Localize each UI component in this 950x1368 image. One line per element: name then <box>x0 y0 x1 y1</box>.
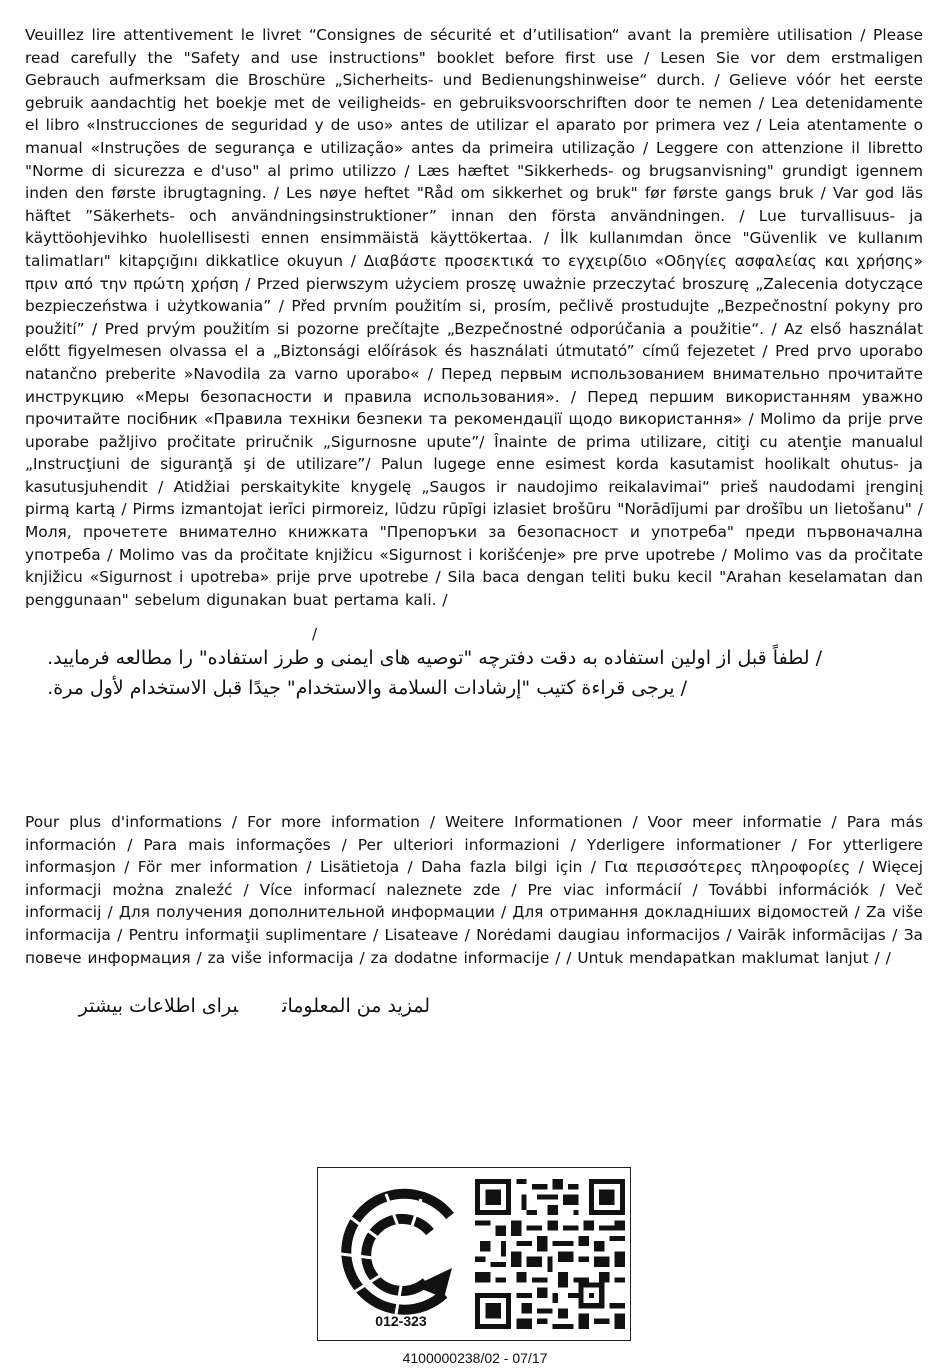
qr-code-box <box>317 1167 631 1341</box>
safety-slash: / <box>312 625 318 643</box>
more-info-paragraph: Pour plus d'informations / For more information / Weitere Informationen / Voor meer informatie / Para más información / Para mais informações / Per ulteriori informazioni / Yderligere informationer / For ytterligere informasjon / För mer information / Lisätietoja / Daha fazla bilgi için / Για περισσότερες πληροφορίες / Więcej informacji można znaleźć / Více informací naleznete zde / Pre viac informácií / További információk / Več informacij / Для получения дополнительной информации / Для отримання докладніших відомостей / Za više informacija / Pentru informaţii suplimentare / Lisateave / Norėdami daugiau informacijos / Vairāk informācijas / За повече информация / za više informacija / za dodatne informacije / / Untuk mendapatkan maklumat lanjut / / <box>25 813 923 967</box>
safety-notice-arabic: / يرجى قراءة كتيب "إرشادات السلامة والاستخدام" جيدًا قبل الاستخدام لأول مرة. <box>47 677 687 699</box>
more-info-rtl <box>50 995 430 1017</box>
document-code: 4100000238/02 - 07/17 <box>402 1350 548 1366</box>
logo-code: 012-323 <box>375 1313 427 1329</box>
more-info-arabic: لمزيد من المعلومات <box>282 995 430 1017</box>
more-info-persian: برای اطلاعات بیشتر <box>78 995 239 1017</box>
cg-logo-icon <box>326 1174 476 1334</box>
safety-notice-paragraph: Veuillez lire attentivement le livret “Consignes de sécurité et d’utilisation“ avant la première utilisation / Please read carefully the "Safety and use instructions" booklet before first use / Lesen Sie vor dem erstmaligen Gebrauch aufmerksam die Broschüre „Sicherheits- und Bedienungshinweise“ durch. / Gelieve vóór het eerste gebruik aandachtig het boekje met de veiligheids- en gebruiksvoorschriften door te nemen / Lea detenidamente el libro «Instrucciones de seguridad y de uso» antes de utilizar el aparato por primera vez / Leia atentamente o manual «Instruções de segurança e utilização» antes da primeira utilização / Leggere con attenzione il libretto "Norme di sicurezza e d'uso" al primo utilizzo / Læs hæftet "Sikkerheds- og brugsanvisning" grundigt igennem inden den første ibrugtagning. / Les nøye heftet "Råd om sikkerhet og bruk" før første gangs bruk / Var god läs häftet ”Säkerhets- och användningsinstruktioner” innan den första användningen. / Lue turvallisuus- ja käyttöohjevihko huolellisesti ennen ensimmäistä käyttökertaa. / İlk kullanımdan önce "Güvenlik ve kullanım talimatları" kitapçığını dikkatlice okuyun / Διαβάστε προσεκτικά το εγχειρίδιο «Οδηγίες ασφαλείας και χρήσης» πριν από την πρώτη χρήση / Przed pierwszym użyciem proszę uważnie przeczytać broszurę „Zalecenia dotyczące bezpieczeństwa i użytkowania” / Před prvním použitím si, prosím, pečlivě prostudujte „Bezpečnostní pokyny pro použití” / Pred prvým použitím si pozorne prečítajte „Bezpečnostné odporúčania a použitie“. / Az első használat előtt figyelmesen olvassa el a „Biztonsági előírások és használati útmutató” című fejezetet / Pred prvo uporabo natančno preberite »Navodila za varno uporabo« / Перед первым использованием внимательно прочитайте инструкцию «Меры безопасности и правила использования». / Перед першим використанням уважно прочитайте посібник «Правила техніки безпеки та рекомендації щодо використання» / Molimo da prije prve uporabe pažljivo pročitate priručnik „Sigurnosne upute”/ Înainte de prima utilizare, citiţi cu atenţie manualul „Instrucţiuni de siguranţă şi de utilizare”/ Palun lugege enne esimest korda kasutamist hoolikalt ohutus- ja kasutusjuhendit / Atidžiai perskaitykite knygelę „Saugos ir naudojimo reikalavimai“ prieš naudodami įrenginį pirmą kartą / Pirms izmantojat ierīci pirmoreiz, lūdzu rūpīgi izlasiet brošūru "Norādījumi par drošību un lietošanu" / Моля, прочетете внимателно книжката "Препоръки за безопасност и употреба" преди първоначална употреба / Molimo vas da pročitate knjižicu «Sigurnost i korišćenje» pre prve upotrebe / Molimo vas da pročitate knjižicu «Sigurnost i upotreba» prije prve upotrebe / Sila baca dengan teliti buku kecil "Arahan keselamatan dan penggunaan" sebelum digunakan buat pertama kali. / <box>25 26 923 609</box>
safety-notice-persian: / لطفاً قبل از اولین استفاده به دقت دفترچه "توصیه های ایمنی و طرز استفاده" را مطالعه فرمایید. <box>47 647 822 669</box>
qr-code-icon <box>475 1176 625 1332</box>
